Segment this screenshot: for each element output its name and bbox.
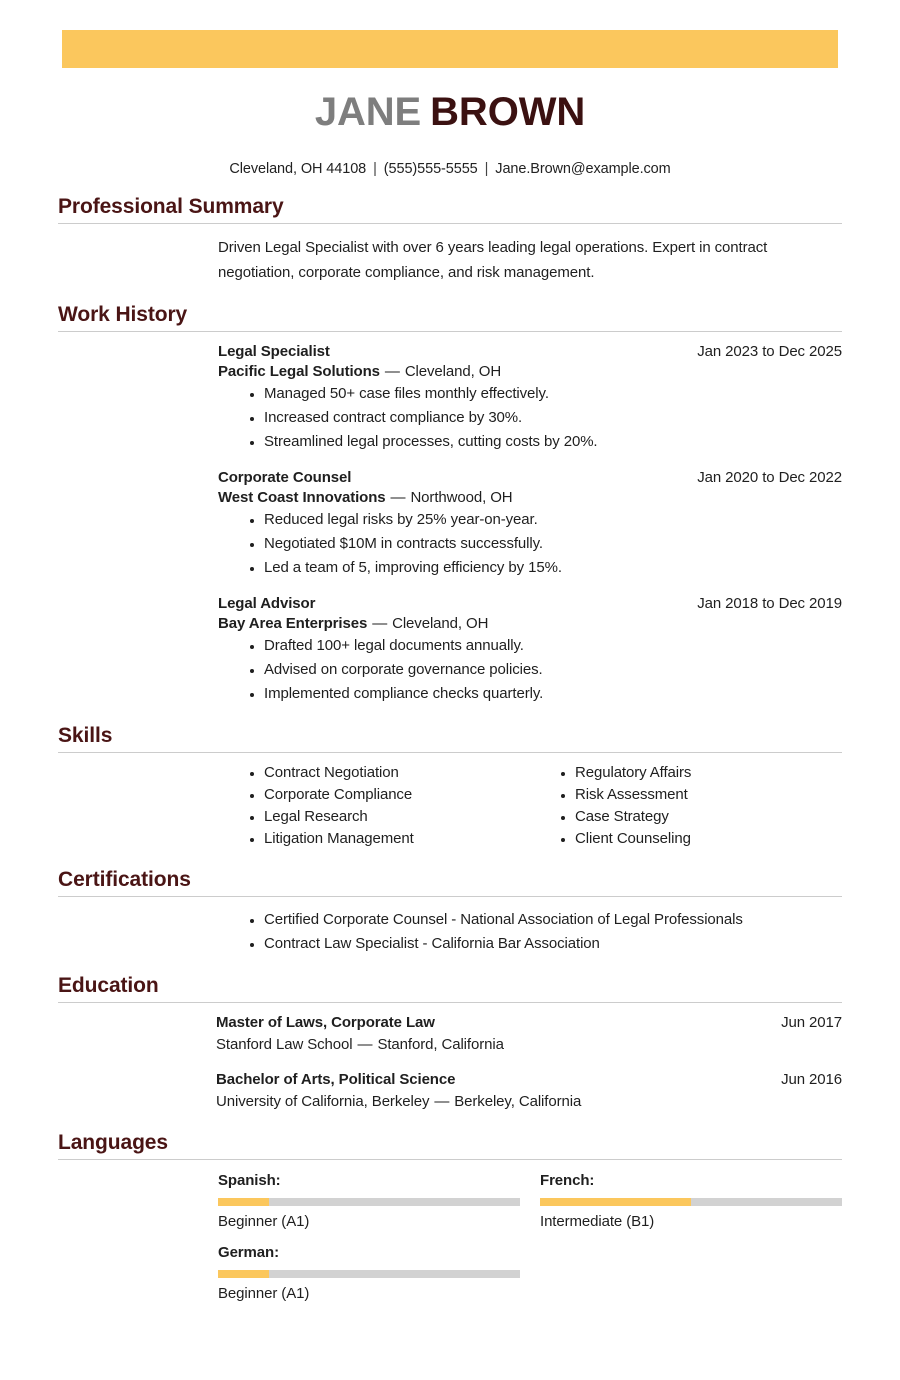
job-bullet: • Increased contract compliance by 30%. xyxy=(264,406,842,430)
first-name: JANE xyxy=(314,90,422,134)
job-company-line xyxy=(218,615,842,632)
skills-columns xyxy=(218,762,842,850)
emdash: — xyxy=(390,488,406,506)
language-name: French: xyxy=(540,1171,595,1189)
job-company-line xyxy=(218,363,842,380)
job-dates: Jan 2020 to Dec 2022 xyxy=(697,468,842,486)
job-bullet: • Managed 50+ case files monthly effectively. xyxy=(264,382,842,406)
language-name: Spanish: xyxy=(218,1171,281,1189)
emdash: — xyxy=(357,1035,373,1053)
last-name: BROWN xyxy=(430,90,586,134)
education-school-line xyxy=(216,1091,842,1113)
job-title: Corporate Counsel xyxy=(218,468,352,486)
language-proficiency-bar xyxy=(218,1198,520,1206)
job-bullet: • Implemented compliance checks quarterly. xyxy=(264,682,842,706)
job-location: Northwood, OH xyxy=(410,488,513,506)
education-school: Stanford Law School xyxy=(216,1035,353,1053)
contact-separator: | xyxy=(484,160,489,177)
job-bullet: • Reduced legal risks by 25% year-on-year. xyxy=(264,508,842,532)
language-name: German: xyxy=(218,1243,279,1261)
education-date: Jun 2017 xyxy=(781,1013,842,1031)
contact-location: Cleveland, OH 44108 xyxy=(229,160,367,177)
job-company: Pacific Legal Solutions xyxy=(218,362,380,380)
education-school: University of California, Berkeley xyxy=(216,1092,430,1110)
skills-column-1 xyxy=(218,762,529,850)
job-dates: Jan 2023 to Dec 2025 xyxy=(697,342,842,360)
section-professional-summary xyxy=(58,195,842,285)
skill-item: • Regulatory Affairs xyxy=(575,762,840,784)
certification-item: • Contract Law Specialist - California Bar Association xyxy=(264,932,842,956)
language-item xyxy=(218,1243,520,1303)
language-level: Beginner (A1) xyxy=(218,1284,310,1302)
section-title-skills: Skills xyxy=(58,724,842,753)
job-company: West Coast Innovations xyxy=(218,488,386,506)
skill-item: • Case Strategy xyxy=(575,806,840,828)
language-proficiency-fill xyxy=(218,1198,269,1206)
job-bullet: • Negotiated $10M in contracts successfully. xyxy=(264,532,842,556)
skill-item: • Corporate Compliance xyxy=(264,784,529,806)
contact-email: Jane.Brown@example.com xyxy=(495,160,671,177)
education-school-line xyxy=(216,1034,842,1056)
section-title-certifications: Certifications xyxy=(58,868,842,897)
section-title-education: Education xyxy=(58,974,842,1003)
skill-item: • Litigation Management xyxy=(264,828,529,850)
language-proficiency-fill xyxy=(540,1198,691,1206)
contact-line xyxy=(0,161,900,177)
education-degree: Bachelor of Arts, Political Science xyxy=(216,1070,456,1088)
language-item xyxy=(218,1171,520,1231)
job-bullet: • Drafted 100+ legal documents annually. xyxy=(264,634,842,658)
skill-item: • Client Counseling xyxy=(575,828,840,850)
emdash: — xyxy=(434,1092,450,1110)
work-item xyxy=(218,467,842,580)
job-title: Legal Specialist xyxy=(218,342,330,360)
section-languages xyxy=(58,1131,842,1303)
education-location: Berkeley, California xyxy=(454,1092,582,1110)
language-proficiency-fill xyxy=(218,1270,269,1278)
education-item xyxy=(216,1012,842,1056)
header-accent-bar xyxy=(62,30,838,68)
contact-phone: (555)555-5555 xyxy=(383,160,478,177)
job-bullet: • Led a team of 5, improving efficiency by 15%. xyxy=(264,556,842,580)
emdash: — xyxy=(384,362,400,380)
job-bullet-list xyxy=(218,508,842,580)
language-proficiency-bar xyxy=(540,1198,842,1206)
section-title-work: Work History xyxy=(58,303,842,332)
language-level: Intermediate (B1) xyxy=(540,1212,655,1230)
job-bullet-list xyxy=(218,634,842,706)
emdash: — xyxy=(372,614,388,632)
job-dates: Jan 2018 to Dec 2019 xyxy=(697,594,842,612)
language-item xyxy=(540,1171,842,1231)
job-bullet: • Advised on corporate governance policies. xyxy=(264,658,842,682)
education-date: Jun 2016 xyxy=(781,1070,842,1088)
skills-column-2 xyxy=(529,762,840,850)
education-item xyxy=(216,1069,842,1113)
work-item xyxy=(218,341,842,454)
skill-item: • Legal Research xyxy=(264,806,529,828)
certification-list xyxy=(218,908,842,956)
skill-item: • Contract Negotiation xyxy=(264,762,529,784)
language-proficiency-bar xyxy=(218,1270,520,1278)
section-education xyxy=(58,974,842,1113)
job-company-line xyxy=(218,489,842,506)
education-degree: Master of Laws, Corporate Law xyxy=(216,1013,435,1031)
job-location: Cleveland, OH xyxy=(392,614,489,632)
summary-text: Driven Legal Specialist with over 6 years leading legal operations. Expert in contract negotiation, corporate compliance, and risk management. xyxy=(218,238,768,281)
education-location: Stanford, California xyxy=(377,1035,504,1053)
section-skills xyxy=(58,724,842,850)
language-level: Beginner (A1) xyxy=(218,1212,310,1230)
section-work-history xyxy=(58,303,842,706)
job-bullet-list xyxy=(218,382,842,454)
job-bullet: • Streamlined legal processes, cutting costs by 20%. xyxy=(264,430,842,454)
section-title-summary: Professional Summary xyxy=(58,195,842,224)
job-location: Cleveland, OH xyxy=(404,362,502,380)
contact-separator: | xyxy=(373,160,377,177)
job-company: Bay Area Enterprises xyxy=(218,614,368,632)
page-title xyxy=(0,90,900,134)
job-title: Legal Advisor xyxy=(218,594,316,612)
certification-item: • Certified Corporate Counsel - National Association of Legal Professionals xyxy=(264,908,842,932)
work-item xyxy=(218,593,842,706)
section-title-languages: Languages xyxy=(58,1131,842,1160)
resume-header xyxy=(0,90,900,177)
section-certifications xyxy=(58,868,842,956)
skill-item: • Risk Assessment xyxy=(575,784,840,806)
languages-grid xyxy=(218,1169,842,1303)
resume-page xyxy=(0,30,900,1303)
